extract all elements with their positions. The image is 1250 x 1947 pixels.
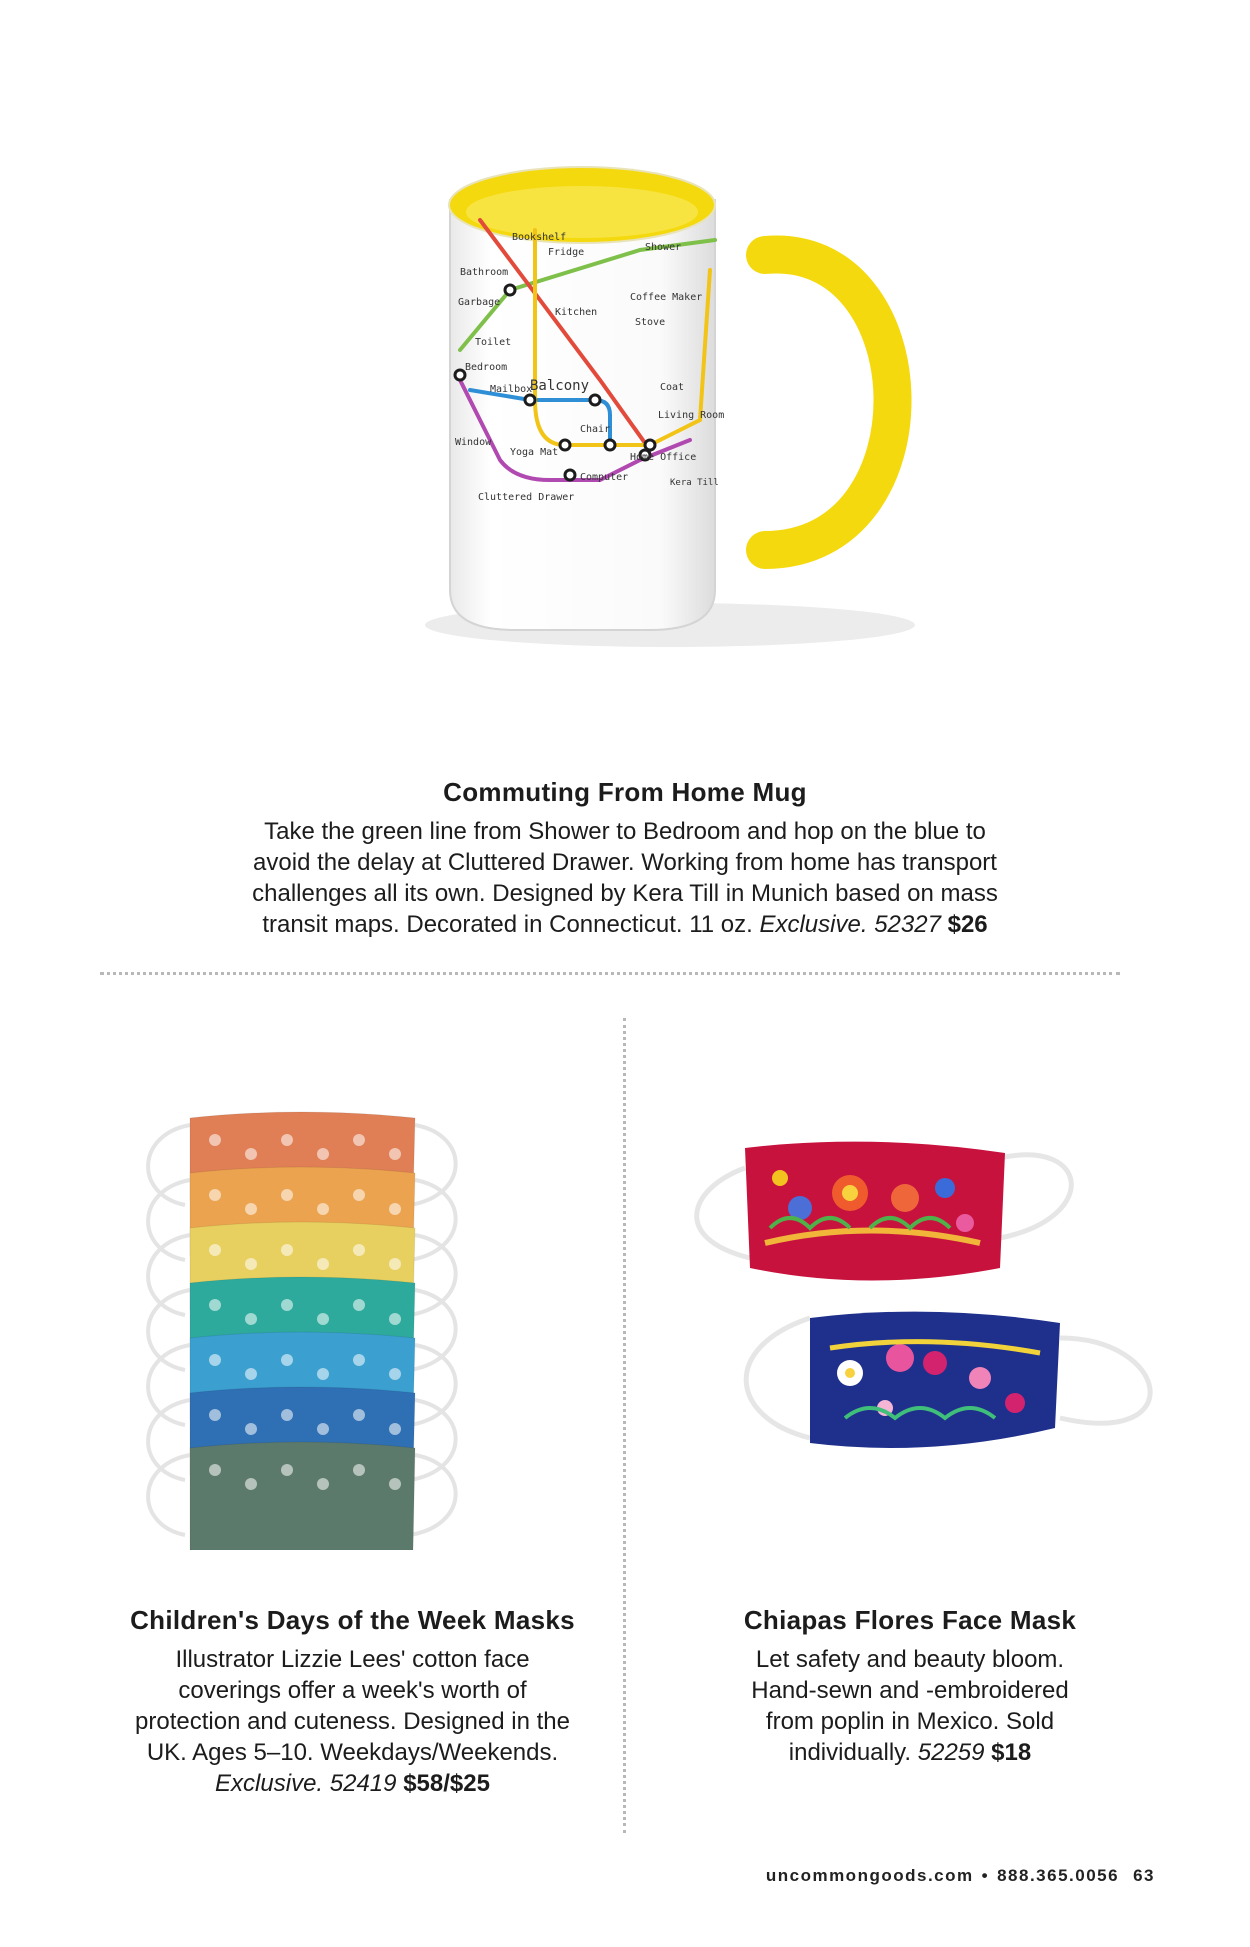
mug-title: Commuting From Home Mug <box>443 777 807 807</box>
kids-masks-title: Children's Days of the Week Masks <box>130 1605 575 1635</box>
mug-desc-line-2: avoid the delay at Cluttered Drawer. Working from home has transport <box>253 849 997 876</box>
kids-desc-line-3: protection and cuteness. Designed in the <box>135 1708 570 1735</box>
label-signature: Kera Till <box>670 478 719 488</box>
red-mask <box>745 1142 1005 1281</box>
chiapas-item-number: 52259 <box>917 1739 985 1766</box>
mug-price: $26 <box>947 911 988 938</box>
mug-illustration <box>420 150 940 670</box>
label-home-office: Home Office <box>630 452 697 463</box>
kids-masks-product-block <box>110 1605 595 1799</box>
label-bathroom: Bathroom <box>460 267 509 278</box>
station-chair <box>560 440 570 450</box>
footer-phone: 888.365.0056 <box>997 1866 1120 1885</box>
label-bookshelf: Bookshelf <box>512 232 567 243</box>
chiapas-desc-line-2: Hand-sewn and -embroidered <box>751 1677 1069 1704</box>
chiapas-title: Chiapas Flores Face Mask <box>743 1605 1077 1635</box>
kids-price: $58/$25 <box>403 1770 490 1797</box>
label-coffee-maker: Coffee Maker <box>630 292 703 303</box>
kids-mask-7 <box>148 1442 456 1550</box>
commuting-mug-image <box>420 150 940 670</box>
mug-product-block <box>200 777 1050 940</box>
label-living-room: Living Room <box>658 410 725 421</box>
label-garbage: Garbage <box>458 297 501 308</box>
label-toilet: Toilet <box>475 337 512 348</box>
kids-desc-line-2: coverings offer a week's worth of <box>178 1677 527 1704</box>
mug-item-number: 52327 <box>874 911 941 938</box>
label-window: Window <box>455 437 492 448</box>
label-balcony: Balcony <box>530 378 590 394</box>
mug-desc-line-3: challenges all its own. Designed by Kera Till in Munich based on mass <box>252 880 998 907</box>
footer-website: uncommongoods.com <box>765 1866 974 1885</box>
chiapas-desc-line-4: individually. <box>788 1739 912 1766</box>
station-computer <box>565 470 575 480</box>
kids-masks-image <box>135 1090 560 1550</box>
label-cluttered-drawer: Cluttered Drawer <box>478 492 575 503</box>
label-stove: Stove <box>635 317 666 328</box>
vertical-dotted-divider <box>623 1018 626 1833</box>
kids-exclusive: Exclusive. <box>215 1770 324 1797</box>
chiapas-mask-image <box>670 1118 1175 1518</box>
label-mailbox: Mailbox <box>490 384 533 395</box>
kids-desc-line-4: UK. Ages 5–10. Weekdays/Weekends. <box>146 1739 559 1766</box>
kids-masks-illustration <box>135 1090 560 1550</box>
label-bedroom: Bedroom <box>465 362 508 373</box>
station-bedroom <box>455 370 465 380</box>
chiapas-desc-line-3: from poplin in Mexico. Sold <box>765 1708 1055 1735</box>
chiapas-price: $18 <box>991 1739 1032 1766</box>
mug-desc-line-4: transit maps. Decorated in Connecticut. 11 oz. <box>262 911 753 938</box>
label-computer: Computer <box>580 472 629 483</box>
horizontal-dotted-divider <box>100 972 1120 975</box>
footer-separator: • <box>981 1866 990 1885</box>
station-living-room <box>645 440 655 450</box>
chiapas-desc-line-1: Let safety and beauty bloom. <box>755 1646 1065 1673</box>
chiapas-product-block <box>700 1605 1120 1768</box>
chiapas-description <box>700 1644 1120 1768</box>
label-yoga-mat: Yoga Mat <box>510 447 559 458</box>
label-chair: Chair <box>580 424 611 435</box>
label-kitchen: Kitchen <box>555 307 598 318</box>
page-footer <box>766 1866 1155 1886</box>
kids-desc-line-1: Illustrator Lizzie Lees' cotton face <box>175 1646 530 1673</box>
chiapas-illustration <box>670 1118 1175 1518</box>
mug-exclusive: Exclusive. <box>759 911 868 938</box>
label-shower: Shower <box>645 242 682 253</box>
mug-desc-line-1: Take the green line from Shower to Bedroom and hop on the blue to <box>264 818 986 845</box>
station-bathroom <box>505 285 515 295</box>
station-chair-2 <box>605 440 615 450</box>
kids-item-number: 52419 <box>329 1770 397 1797</box>
station-balcony <box>590 395 600 405</box>
mug-description <box>200 816 1050 940</box>
page-number: 63 <box>1133 1866 1155 1885</box>
label-coat: Coat <box>660 382 685 393</box>
station-mailbox <box>525 395 535 405</box>
kids-masks-description <box>110 1644 595 1799</box>
label-fridge: Fridge <box>548 247 585 258</box>
